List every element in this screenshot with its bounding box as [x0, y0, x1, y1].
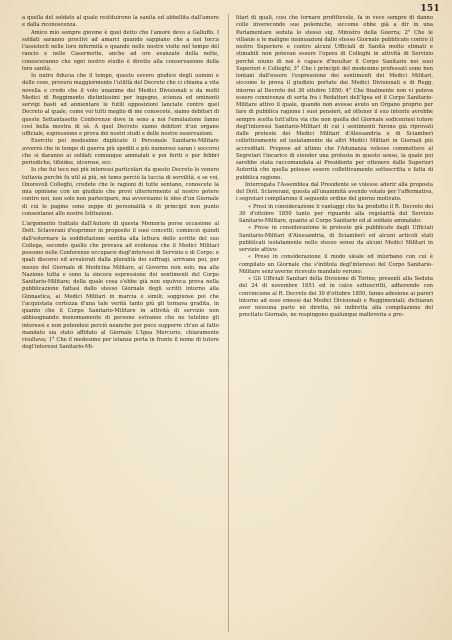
right-paragraph: litari di quali, così che tornare profittevole, fa in vece sempre di danno colle invereconde sue polemiche, siccome ebbe già a dir in una Parlamentare seduta lo stesso sig. Ministro della Guerra; 2° Che le villanie e le maligne insinuazioni dallo stesso Giornale pubblicate contro il nostro Superiore e contro alcuni Ufficiali di Sanità molto stimati e stimabili non potevan essere l'opera di Colleghi in attività di Servizio perchè niuno di noi è capace d'insultar il Corpo Sanitario nei suoi Superiori e Colleghi; 3° Che i principii del medesimo professati sono ben lontani dall'essere l'espressione dei sentimenti dei Medici Militari, siccome lo prova il giudizio portato dai Medici Divisionali e di Regg. intorno al Decreto del 30 ottobre 1850; 4° Che finalmente non vi poteva essere connivenza di sorta fra i Redattori dell'Igea ed il Corpo Sanitario-Militare attivo il quale, quando non avesse avuto un Organo proprio per fare di pubblica ragione i suoi pensieri, ad ottener il suo intento avrebbe sempre scelta tutt'altra via che non quella del Giornale sodicentesi tutore degl'interessi Sanitario-Militari di cui i sentimenti furono già riprovati dalle proteste dei Medici Militari d'Alessandria e di Sciamberì collettivamente ed isolatamente da altri Medici Militari in Giornali più accreditati. Propose ad ultimo che l'Adunanza volesse commettere al Segretari l'incarico di stender una protesta in questo senso, la quale poi sarebbe stata raccomandata al Presidente per ottenere dalle Superiori Autorità che quella potesse essere collettivamente sottoscritta e fatta di pubblica ragione. [236, 15, 433, 181]
left-paragraph: a quella del soldato al quale restituirono la sanità ed abbellita dall'amore e dalla riconoscenza. [22, 15, 219, 29]
left-paragraph: Esercito poi medesimo duplicato il Personale Sanitario-Militare avverrà che in tempo di guerra più spediti e più numerosi saran i soccorsi che si daranno ai soldati comunque ammalati e poi feriti o per febbri periodiche, tifoidee, ulcerose, ecc. [22, 138, 219, 166]
left-paragraph: L'argomento trattato dall'Autore di questa Memoria porse occasione al Dott. Sclaverani d'esprimer in proposito il suoi concetti; cominciò quindi dall'esternare la soddisfazione sentita alla lettura dello scritto del suo Collega, secondo quello che provava ad evidenza che il Medici Militari possono nelle Conferenze occuparsi degl'interessi di Servizio e di Corpo; e quali discorsi ed avvalorati dalla pluralità dei suffragi, arrivano poi, per mezzo del Giornale di Medicina Militare, al Governo non solo, ma alla Nazione tutta e sono la sincera espressione dei sentimenti del Corpo Sanitario-Militare; della quale cosa s'ebbe già non equivoca prova nella pubblicazione fattasi dallo stesso Giornale degli scritti intorno alla Ginnastica, ai Medici Militari in marcia e simili; soggiunse poi che l'acquistata certezza d'una tale verità tanto più gli tornava gradita, in quanto che il Corpo Sanitario-Militare in attività di servizio non abbisognando menomamente di persone estranee che ne tutelino gli interessi e non potendosi perciò neanche per poco supporre ch'un al fatto mandato sia stato affidato al Giornale L'Igea Mercurio, chiaramente risultava; 1° Che il medesimo per istanza porta in fronte il nome di tutore degl'interessi Sanitario-Mi- [22, 221, 219, 351]
right-paragraph: « Preso in considerazione il modo sleale ed iniurbano con cui è compilato un Giornale che s'intitola degl'interessi del Corpo Sanitario-Militare senz'averne ricevuto mandato veruno: [239, 254, 433, 275]
page-number: 151 [420, 4, 440, 14]
right-paragraph: « Presi in considerazione li vantaggi che ha prodotto il R. Decreto dei 30 d'ottobre 1850 tanto per riguardo alla regolarità del Servizio Sanitario-Militare, quanto al Corpo Sanitario ed al soldato ammalato: [239, 203, 433, 224]
left-paragraph: Io che fui teco nei più interessi particolari da questo Decreto lo venero tuttavia perchè fu util ai più, nè temo perciò la taccia di servilità, e se voi, Onorevoli Colleghi, credete che le ragioni di tutte sentano, conoscete la mia opinione con un giudizio che provi ulteriormente al nostro potere contro noi, non solo non parteciparo, ma avversiamo le idee d'un Giornale di cui le pagine sono zeppe di personalità e di principii non punto consentanei allo nostre Istituzioni. [22, 167, 219, 217]
left-paragraph: Amico mio sempre giovine è quel detto che l'amore devo a Galluffo. I soldati saranno proclivi ad amarci quando sappiano che a noi tocca l'assisterli nelle loro infermità e quando nelle nostre visite nel tempo del rancio e nelle Casermette, anche ad ore avanzate della notte, conosceranno che ogni nostro studio è diretto alla conservazione della loro sanità. [22, 29, 219, 72]
right-paragraph: Interrogata l'Assemblea dal Presidente se volesse aderir alla proposta del Dott. Sclaverani, questa all'unanimità avendo votato per l'affermativa, i segretari compilarono il seguente ordine del giorno motivato. [236, 181, 433, 203]
left-paragraph: Io nutro fiducia che il tempo, questo severo giudice degli uomini e delle cose, proverà maggiormente l'utilità del Decreto che ci chiama a vita novella e credo che il voto unanime dei Medici Divisionali e da molti Medici di Reggimento distintissimi per ingegno, scienza ed eminenti servigi basti ad annientare le futili opposizioni lanciate contro quel Decreto al quale, come voi tutti meglio di me conoscete, siamo debitori di queste Settantasette Conferenze dove in seno a noi l'emulazione fanno così bella mostra di sè. A quel Decreto siamo debitori d'un organo ufficiale, espressione e prova dei nostri studi e delle nostre osservazioni. [22, 73, 219, 137]
right-column [236, 15, 433, 631]
right-paragraph: « Prese in considerazione le proteste già pubblicate dagli Ufficiali Sanitario-Militari d'Alessandria, di Sciamberì ed alcuni articoli stati pubblicati isolatamente nello stesso senso da alcuni Medici Militari in servizio attivo: [239, 225, 433, 253]
column-divider [228, 14, 229, 632]
left-column [22, 15, 219, 631]
right-paragraph: « Gli Ufficiali Sanitari della Divisione di Torino, presenti alla Seduta del 24 di novembre 1851 ed in calce sottoscritti, adherendo con convincione al R. Decreto dei 30 d'ottobre 1850, fanno adesione ai pareri intorno ad esso emessi dai Medici Divisionali e Reggimentali; dichiaran aver nessuna parte nè diretta, nè indiretta alla compilazione del precitato Giornale, ne respingono qualunque malleveria e pro- [239, 276, 433, 319]
